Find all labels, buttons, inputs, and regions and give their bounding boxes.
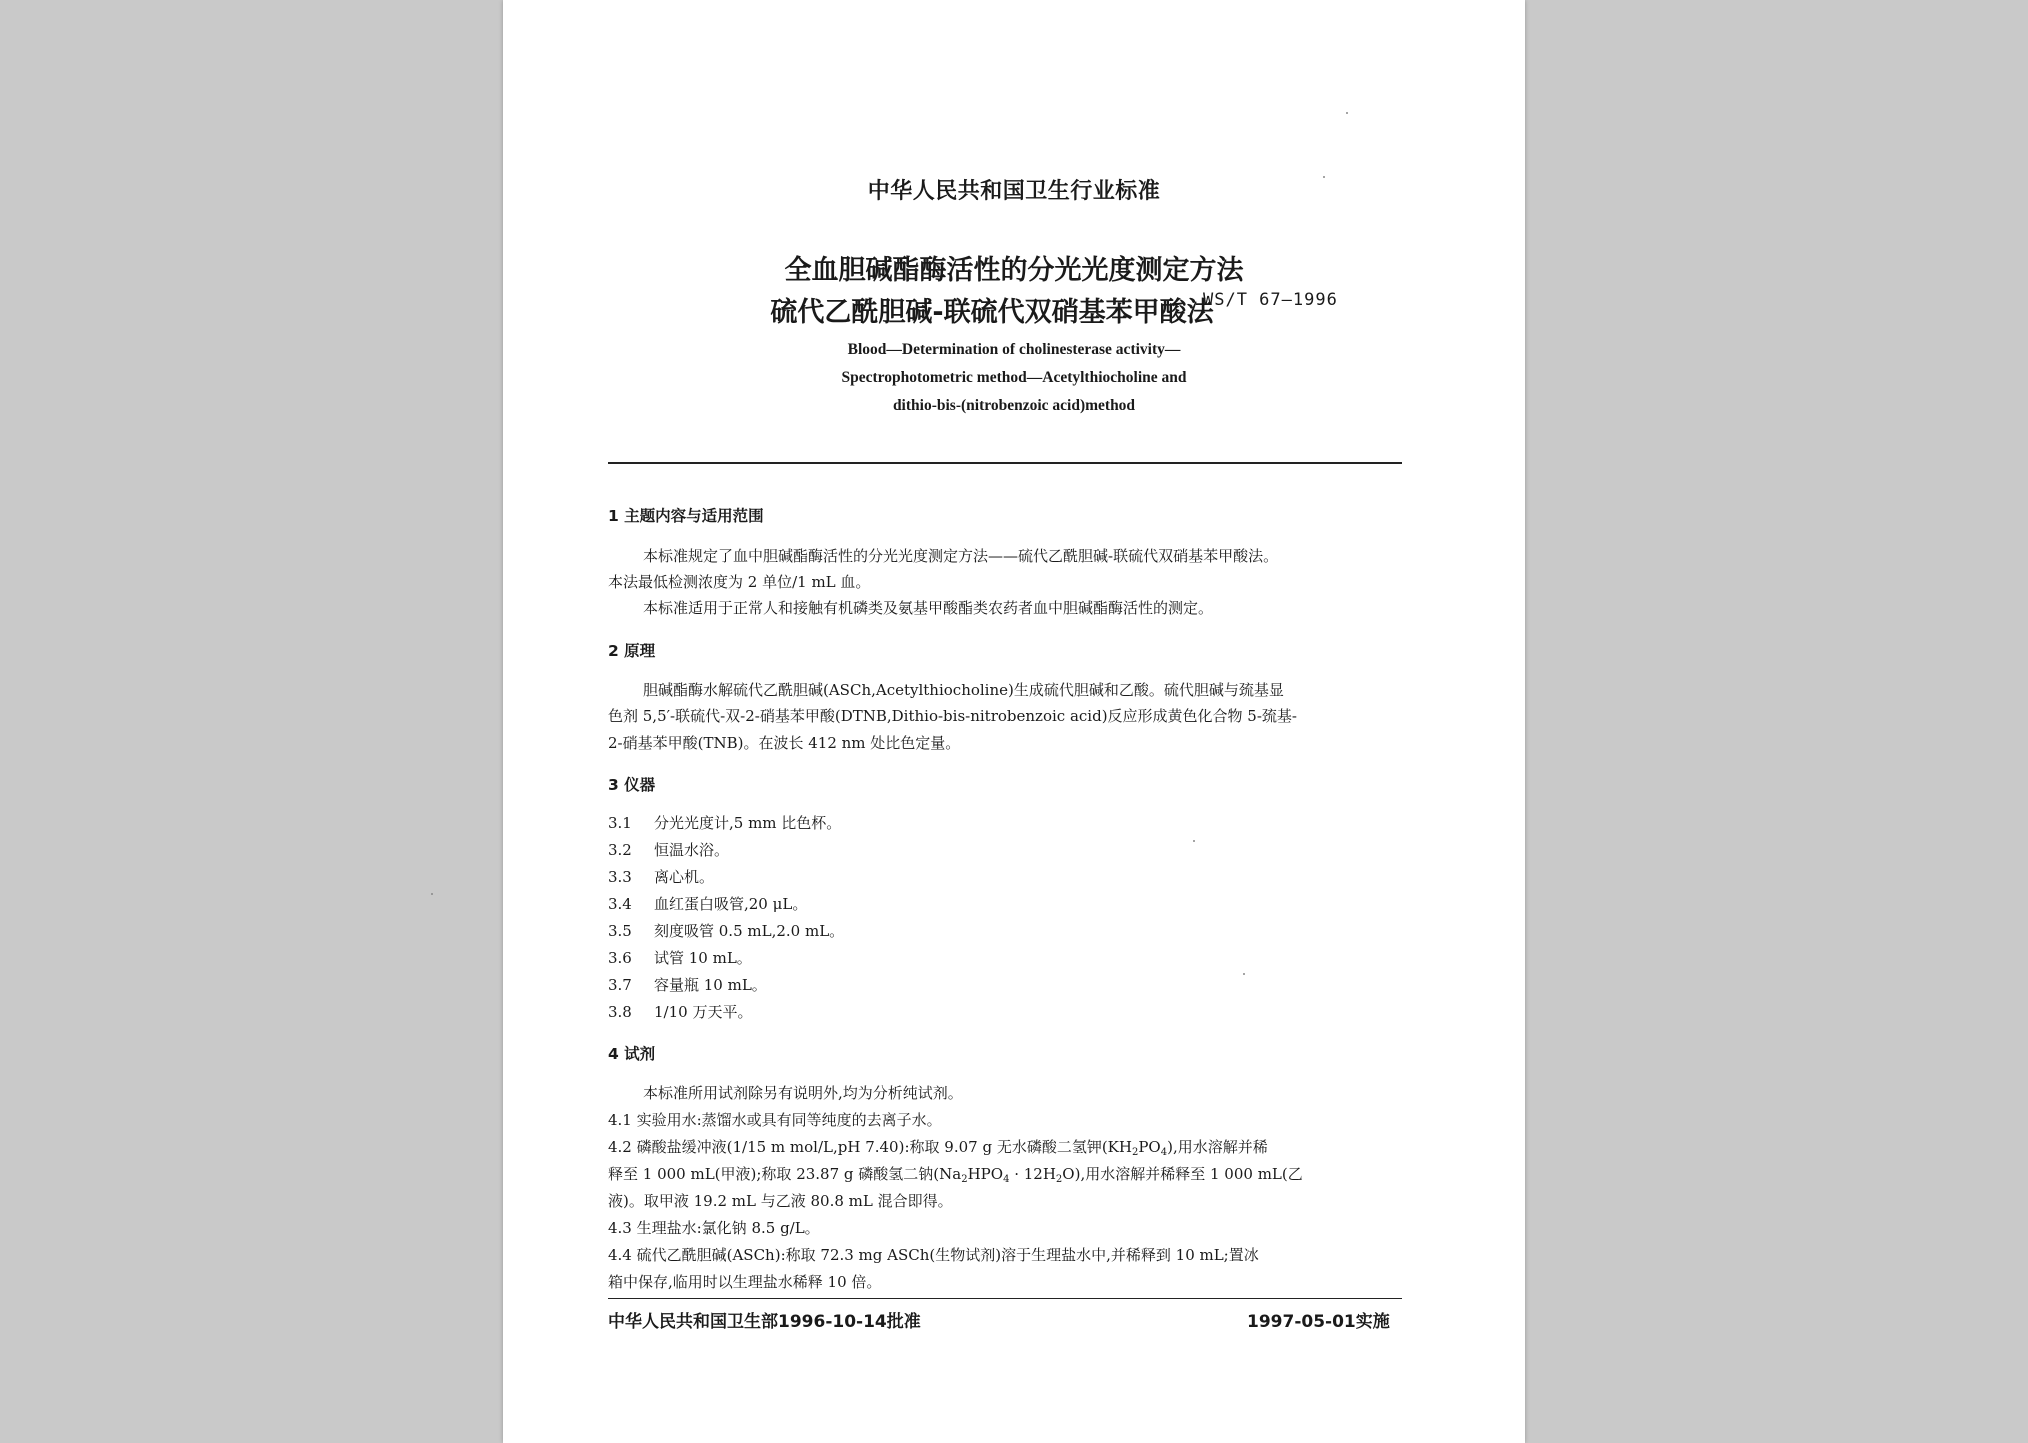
english-title-line-2: Spectrophotometric method—Acetylthiocholine and	[841, 369, 1187, 386]
item-number: 3.5	[608, 922, 632, 940]
reagent-4-2-line-2: 释至 1 000 mL(甲液);称取 23.87 g 磷酸氢二钠$(Na_2HPO_4 \cdot 12H_2O)$,用水溶解并稀释至 1 000 mL(乙	[608, 1165, 1303, 1185]
section-3-heading: 3 仪器	[608, 776, 656, 794]
item-text: 1/10 万天平。	[654, 1003, 753, 1021]
reagent-4-1: 4.1 实验用水:蒸馏水或具有同等纯度的去离子水。	[608, 1111, 942, 1129]
item-text: 血红蛋白吸管,20 μL。	[654, 895, 808, 913]
scan-speck	[1193, 840, 1195, 842]
item-text: 容量瓶 10 mL。	[654, 976, 767, 994]
section-4-intro: 本标准所用试剂除另有说明外,均为分析纯试剂。	[643, 1084, 963, 1102]
document-page	[503, 0, 1525, 1443]
implementation-date: 1997-05-01实施	[1247, 1312, 1390, 1332]
english-title-line-3: dithio-bis-(nitrobenzoic acid)method	[892, 397, 1136, 414]
footer-divider	[608, 1298, 1402, 1299]
item-text: 试管 10 mL。	[654, 949, 752, 967]
instrument-item	[608, 813, 841, 833]
item-number: 3.7	[608, 976, 632, 994]
chinese-title-line-1: 全血胆碱酯酶活性的分光光度测定方法	[784, 255, 1244, 286]
section-1-paragraph-1-line-2: 本法最低检测浓度为 2 单位/1 mL 血。	[608, 573, 871, 591]
scan-speck	[1346, 112, 1348, 114]
instrument-item	[608, 1002, 752, 1022]
instrument-item	[608, 867, 714, 887]
reagent-4-2-line-1: 4.2 磷酸盐缓冲液(1/15 m mol/L,pH 7.40):称取 9.07 g 无水磷酸二氢钾$(KH_2PO_4)$,用水溶解并稀	[608, 1138, 1268, 1158]
issuer-title: 中华人民共和国卫生行业标准	[867, 179, 1161, 204]
reagent-4-2-line-3: 液)。取甲液 19.2 mL 与乙液 80.8 mL 混合即得。	[608, 1192, 953, 1210]
instrument-item	[608, 948, 752, 968]
section-2-line-1: 胆碱酯酶水解硫代乙酰胆碱(ASCh,Acetylthiocholine)生成硫代胆碱和乙酸。硫代胆碱与巯基显	[643, 681, 1284, 699]
item-text: 刻度吸管 0.5 mL,2.0 mL。	[654, 922, 845, 940]
scan-speck	[1323, 176, 1325, 178]
item-text: 恒温水浴。	[654, 841, 730, 859]
section-1-heading: 1 主题内容与适用范围	[608, 507, 764, 525]
instrument-item	[608, 894, 807, 914]
item-number: 3.1	[608, 814, 632, 832]
standard-number: WS/T 67—1996	[1203, 290, 1338, 310]
scan-speck	[431, 893, 433, 895]
english-title-line-1: Blood—Determination of cholinesterase activity—	[847, 341, 1181, 358]
item-number: 3.3	[608, 868, 632, 886]
item-number: 3.8	[608, 1003, 632, 1021]
scan-speck	[1243, 973, 1245, 975]
instrument-item	[608, 975, 767, 995]
instrument-item	[608, 921, 844, 941]
section-2-line-2: 色剂 5,5′-联硫代-双-2-硝基苯甲酸(DTNB,Dithio-bis-nitrobenzoic acid)反应形成黄色化合物 5-巯基-	[608, 707, 1297, 725]
section-4-heading: 4 试剂	[608, 1045, 656, 1063]
reagent-4-4-line-2: 箱中保存,临用时以生理盐水稀释 10 倍。	[608, 1273, 882, 1291]
item-number: 3.4	[608, 895, 632, 913]
chinese-title-line-2: 硫代乙酰胆碱-联硫代双硝基苯甲酸法	[770, 297, 1214, 328]
header-divider	[608, 462, 1402, 464]
item-number: 3.6	[608, 949, 632, 967]
section-1-paragraph-1-line-1: 本标准规定了血中胆碱酯酶活性的分光光度测定方法——硫代乙酰胆碱-联硫代双硝基苯甲酸法。	[643, 547, 1279, 565]
item-number: 3.2	[608, 841, 632, 859]
instrument-item	[608, 840, 729, 860]
reagent-4-4-line-1: 4.4 硫代乙酰胆碱(ASCh):称取 72.3 mg ASCh(生物试剂)溶于生理盐水中,并稀释到 10 mL;置冰	[608, 1246, 1259, 1264]
item-text: 分光光度计,5 mm 比色杯。	[654, 814, 842, 832]
approval-note: 中华人民共和国卫生部1996-10-14批准	[608, 1312, 921, 1332]
section-2-heading: 2 原理	[608, 642, 656, 660]
item-text: 离心机。	[654, 868, 715, 886]
section-1-paragraph-2: 本标准适用于正常人和接触有机磷类及氨基甲酸酯类农药者血中胆碱酯酶活性的测定。	[643, 599, 1214, 617]
reagent-4-3: 4.3 生理盐水:氯化钠 8.5 g/L。	[608, 1219, 820, 1237]
section-2-line-3: 2-硝基苯甲酸(TNB)。在波长 412 nm 处比色定量。	[608, 734, 961, 752]
